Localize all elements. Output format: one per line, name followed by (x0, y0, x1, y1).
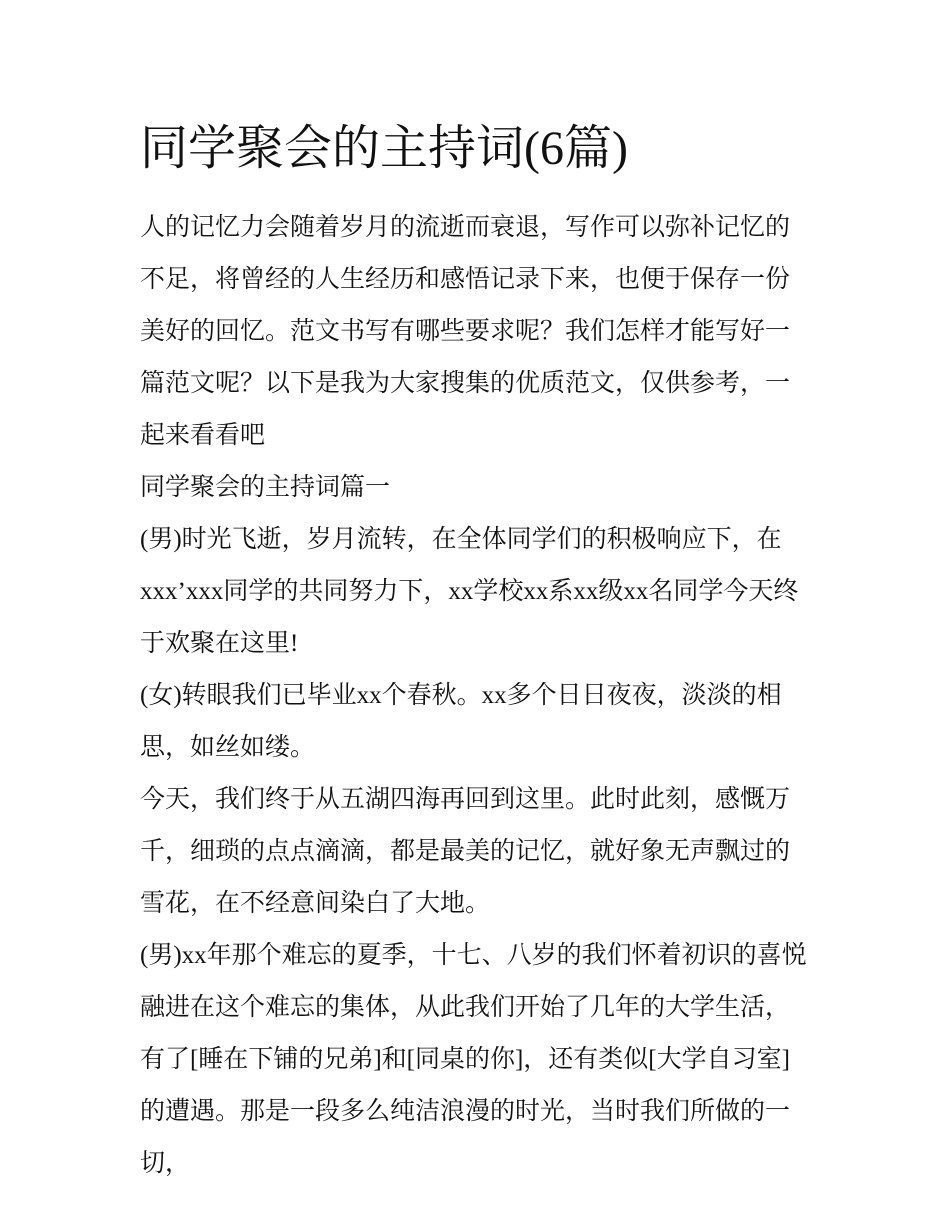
body-paragraph: 今天，我们终于从五湖四海再回到这里。此时此刻，感慨万千，细琐的点点滴滴，都是最美的记忆，就好象无声飘过的雪花，在不经意间染白了大地。 (140, 786, 791, 917)
body-paragraph: (女)转眼我们已毕业xx个春秋。xx多个日日夜夜，淡淡的相思，如丝如缕。 (140, 682, 782, 761)
document-title: 同学聚会的主持词(6篇) (140, 122, 628, 175)
body-paragraph: (男)时光飞逝，岁月流转，在全体同学们的积极响应下，在xxx’xxx同学的共同努力下，xx学校xx系xx级xx名同学今天终于欢聚在这里! (140, 526, 799, 657)
document-content (140, 118, 810, 1190)
intro-paragraph: 人的记忆力会随着岁月的流逝而衰退，写作可以弥补记忆的不足，将曾经的人生经历和感悟记录下来，也便于保存一份美好的回忆。范文书写有哪些要求呢？我们怎样才能写好一篇范文呢？以下是我为大家搜集的优质范文，仅供参考，一起来看看吧 (140, 214, 791, 449)
body-paragraph: (男)xx年那个难忘的夏季，十七、八岁的我们怀着初识的喜悦融进在这个难忘的集体，从此我们开始了几年的大学生活，有了[睡在下铺的兄弟]和[同桌的你]，还有类似[大学自习室]的遭遇。那是一段多么纯洁浪漫的时光，当时我们所做的一切， (140, 942, 807, 1177)
section-heading: 同学聚会的主持词篇一 (140, 474, 391, 501)
document-body (140, 202, 810, 1190)
